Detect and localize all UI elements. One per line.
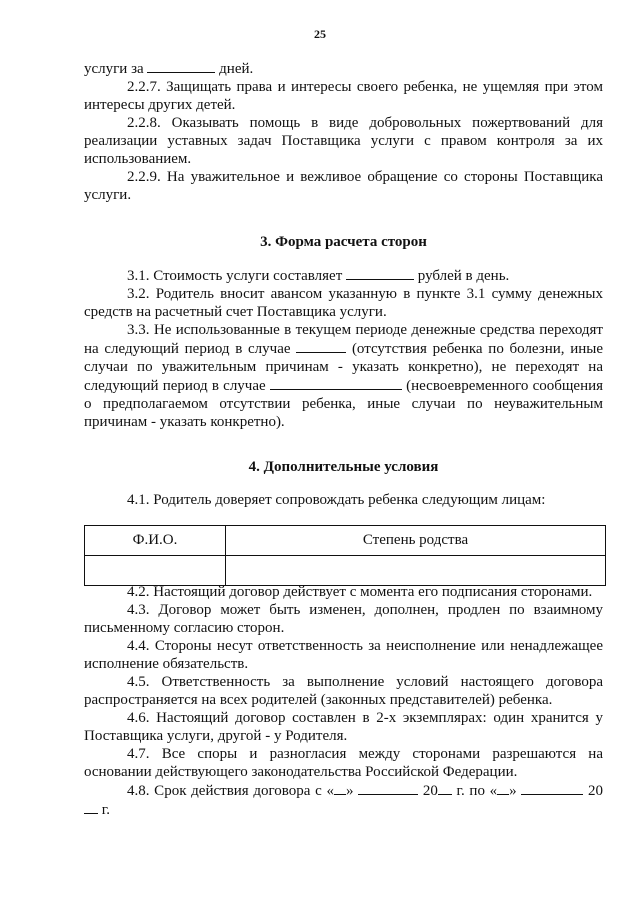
cell-relation-empty bbox=[226, 556, 606, 586]
section-3-title: 3. Форма расчета сторон bbox=[260, 234, 427, 250]
blank-start-day bbox=[334, 781, 346, 795]
col-fio: Ф.И.О. bbox=[85, 526, 226, 556]
trustees-table-wrap bbox=[84, 525, 606, 586]
blank-price bbox=[346, 266, 414, 280]
section-4-title: 4. Дополнительные условия bbox=[248, 459, 439, 475]
line-days: услуги за дней. bbox=[84, 61, 254, 77]
clause-2-2-7: 2.2.7. Защищать права и интересы своего ребенка, не ущемляя при этом интересы других детей. bbox=[84, 79, 603, 113]
clause-4-8: 4.8. Срок действия договора с « » 20 г. по « » 20 г. bbox=[84, 781, 603, 819]
clause-3-2: 3.2. Родитель вносит авансом указанную в пункте 3.1 сумму денежных средств на расчетный счет Поставщика услуги. bbox=[84, 286, 603, 320]
clause-4-1-block bbox=[84, 491, 603, 509]
section-4-body bbox=[84, 583, 603, 819]
clause-4-4: 4.4. Стороны несут ответственность за неисполнение или ненадлежащее исполнение обязательств. bbox=[84, 638, 603, 672]
clause-3-3: 3.3. Не использованные в текущем периоде денежные средства переходят на следующий период в случае (отсутствия ребенка по болезни, иные случаи по уважительным причинам - указать конкретно), не переходят на следующий период в случае (несвоевременного сообщения о предполагаемом отсутствии ребенка, иные случаи по неуважительным причинам - указать конкретно). bbox=[84, 322, 604, 430]
clause-3-1: 3.1. Стоимость услуги составляет рублей в день. bbox=[127, 268, 510, 284]
trustees-table bbox=[84, 525, 606, 586]
blank-end-month bbox=[521, 781, 583, 795]
clause-2-2-8: 2.2.8. Оказывать помощь в виде добровольных пожертвований для реализации уставных задач Поставщика услуги с правом контроля за их использованием. bbox=[84, 115, 603, 167]
blank-valid-reason bbox=[296, 339, 346, 353]
page-number: 25 bbox=[314, 27, 326, 41]
blank-end-year bbox=[84, 800, 98, 814]
clause-4-6: 4.6. Настоящий договор составлен в 2-х экземплярах: один хранится у Поставщика услуги, другой - у Родителя. bbox=[84, 710, 603, 744]
clause-4-7: 4.7. Все споры и разногласия между сторонами разрешаются на основании действующего законодательства Российской Федерации. bbox=[84, 746, 603, 780]
cell-fio-empty bbox=[85, 556, 226, 586]
blank-start-month bbox=[358, 781, 418, 795]
col-relation: Степень родства bbox=[226, 526, 606, 556]
clause-4-5: 4.5. Ответственность за выполнение условий настоящего договора распространяется на всех родителей (законных представителей) ребенка. bbox=[84, 674, 603, 708]
clause-2-2-9: 2.2.9. На уважительное и вежливое обращение со стороны Поставщика услуги. bbox=[84, 169, 603, 203]
table-row bbox=[85, 556, 606, 586]
table-header-row bbox=[85, 526, 606, 556]
blank-days bbox=[147, 59, 215, 73]
clause-4-3: 4.3. Договор может быть изменен, дополнен, продлен по взаимному письменному согласию сторон. bbox=[84, 602, 603, 636]
section-3-body bbox=[84, 266, 603, 431]
blank-end-day bbox=[497, 781, 509, 795]
clause-4-1: 4.1. Родитель доверяет сопровождать ребенка следующим лицам: bbox=[127, 492, 546, 508]
blank-invalid-reason bbox=[270, 376, 402, 390]
section-2-tail bbox=[84, 59, 603, 204]
blank-start-year bbox=[438, 781, 452, 795]
clause-4-2: 4.2. Настоящий договор действует с момента его подписания сторонами. bbox=[127, 584, 593, 600]
